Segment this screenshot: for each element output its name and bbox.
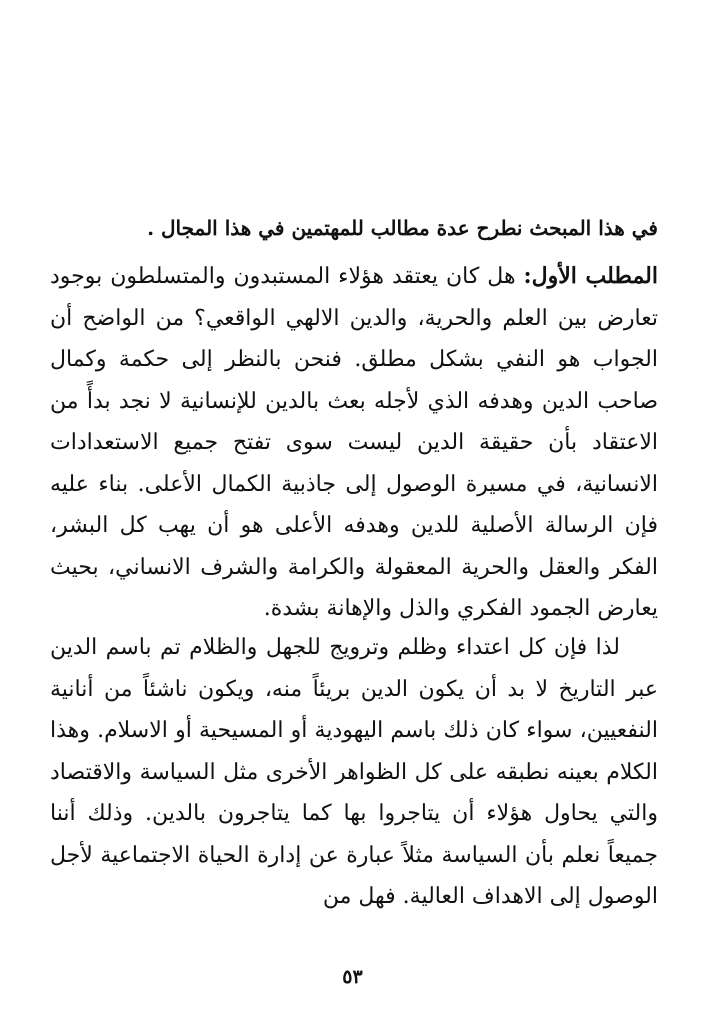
paragraph-second <box>50 627 658 918</box>
paragraph-second-body: لذا فإن كل اعتداء وظلم وترويج للجهل والظلام تم باسم الدين عبر التاريخ لا بد أن يكون الدين بريئاً منه، ويكون ناشئاً من أنانية النفعيين، سواء كان ذلك باسم اليهودية أو المسيحية أو الاسلام. وهذا الكلام بعينه نطبقه على كل الظواهر الأخرى مثل السياسة والاقتصاد والتي يحاول هؤلاء أن يتاجروا بها كما يتاجرون بالدين. وذلك أننا جميعاً نعلم بأن السياسة مثلاً عبارة عن إدارة الحياة الاجتماعية لأجل الوصول إلى الاهداف العالية. فهل من <box>50 635 658 909</box>
paragraph-first-requirement <box>50 256 658 630</box>
paragraph-first-body: هل كان يعتقد هؤلاء المستبدون والمتسلطون بوجود تعارض بين العلم والحرية، والدين الالهي الواقعي؟ من الواضح أن الجواب هو النفي بشكل مطلق. فنحن بالنظر إلى حكمة وكمال صاحب الدين وهدفه الذي لأجله بعث بالدين للإنسانية لا نجد بدأً من الاعتقاد بأن حقيقة الدين ليست سوى تفتح جميع الاستعدادات الانسانية، في مسيرة الوصول إلى جاذبية الكمال الأعلى. بناء عليه فإن الرسالة الأصلية للدين وهدفه الأعلى هو أن يهب كل البشر، الفكر والعقل والحرية المعقولة والكرامة والشرف الانساني، بحيث يعارض الجمود الفكري والذل والإهانة بشدة. <box>50 264 658 621</box>
section-heading-label: المطلب الأول: <box>523 263 658 289</box>
page-number: ٥٣ <box>342 966 363 988</box>
intro-line: في هذا المبحث نطرح عدة مطالب للمهتمين في هذا المجال . <box>147 216 658 240</box>
